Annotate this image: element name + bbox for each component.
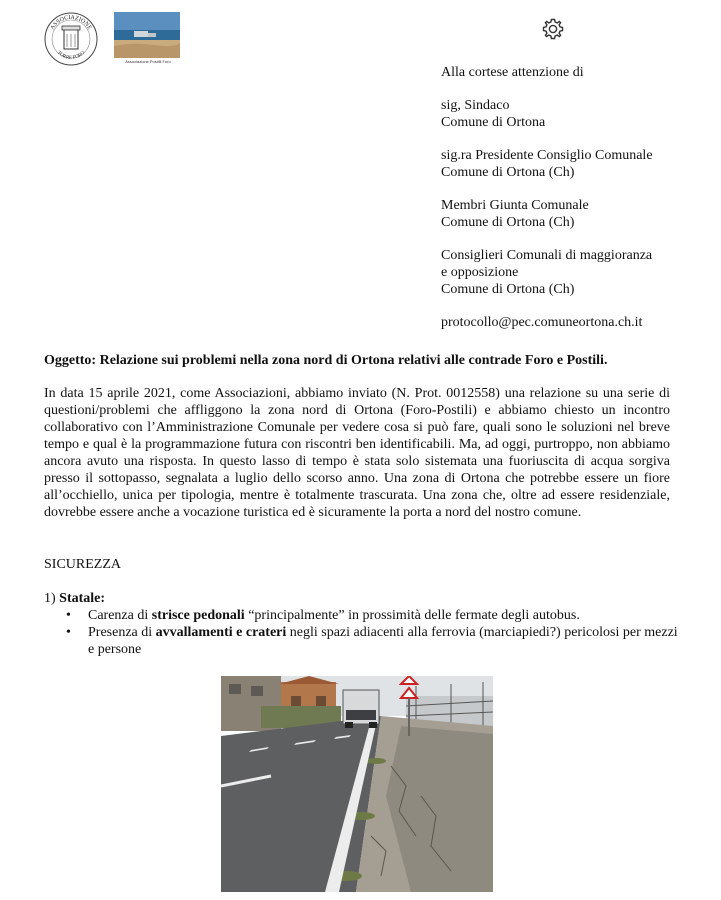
addressee-mayor: sig, Sindaco — [441, 98, 510, 113]
addressee-consiglieri-opposizione: e opposizione — [441, 265, 519, 280]
bullet-bold-text: strisce pedonali — [151, 608, 245, 623]
addressee-block — [441, 64, 711, 331]
logo-right-caption: Associazione Postilli Foro — [125, 59, 171, 64]
addressee-giunta: Membri Giunta Comunale — [441, 198, 589, 213]
addressee-consiglieri: Consiglieri Comunali di maggioranza — [441, 248, 653, 263]
logo-left-bottom-text: TORRE FORO — [55, 50, 87, 62]
bullet-text: Carenza di — [88, 608, 152, 623]
bullet-text: Presenza di — [88, 625, 156, 640]
subsection-title: Statale: — [59, 591, 106, 606]
bullet-bold-text: avvallamenti e crateri — [155, 625, 287, 640]
addressee-consiglieri-comune: Comune di Ortona (Ch) — [441, 282, 575, 297]
addressee-intro: Alla cortese attenzione di — [441, 65, 584, 80]
gear-icon[interactable] — [541, 17, 565, 41]
association-torre-foro-logo — [44, 12, 98, 66]
addressee-email: protocollo@pec.comuneortona.ch.it — [441, 315, 643, 330]
addressee-giunta-comune: Comune di Ortona (Ch) — [441, 215, 575, 230]
section-title: SICUREZZA — [44, 557, 121, 572]
list-item — [44, 607, 684, 624]
body-paragraph: In data 15 aprile 2021, come Associazioni, abbiamo inviato (N. Prot. 0012558) una relazione su una serie di questioni/problemi che affliggono la zona nord di Ortona (Foro-Postili) e abbiamo chiesto un incontro collaborativo con l’Amministrazione Comunale per vedere cosa si può fare, quali sono le soluzioni nel breve tempo e qual è la programmazione futura con riscontri ben identificabili. Ma, ad oggi, purtroppo, non abbiamo ancora avuto una risposta. In questo lasso di tempo è stata solo sistemata una fuoriuscita di acqua sorgiva presso il sottopasso, segnalata a luglio dello scorso anno. Una zona di Ortona che potrebbe essere un fiore all’occhiello, unica per tipologia, mentre è totalmente trascurata. Una zona che, oltre ad essere residenziale, dovrebbe essere anche a vocazione turistica ed è sicuramente la porta a nord del nostro comune. — [44, 386, 670, 520]
addressee-mayor-comune: Comune di Ortona — [441, 115, 546, 130]
addressee-president-comune: Comune di Ortona (Ch) — [441, 165, 575, 180]
subsection-number: 1) — [44, 591, 56, 606]
subsection-heading — [44, 590, 105, 607]
subject-line: Oggetto: Relazione sui problemi nella zona nord di Ortona relativi alle contrade Foro e Postili. — [44, 353, 608, 368]
addressee-president: sig.ra Presidente Consiglio Comunale — [441, 148, 653, 163]
list-item — [44, 624, 684, 658]
association-postilli-foro-logo — [114, 12, 182, 64]
bullet-text: negli spazi adiacenti alla ferrovia (marciapiedi?) pericolosi per mezzi e persone — [88, 625, 678, 657]
bullet-text: “principalmente” in prossimità delle fermate degli autobus. — [244, 608, 580, 623]
seaside-photo — [114, 12, 180, 58]
road-damage-photo — [221, 676, 493, 892]
issue-list — [44, 607, 684, 658]
logo-left-top-text: ASSOCIAZIONE — [49, 14, 93, 32]
